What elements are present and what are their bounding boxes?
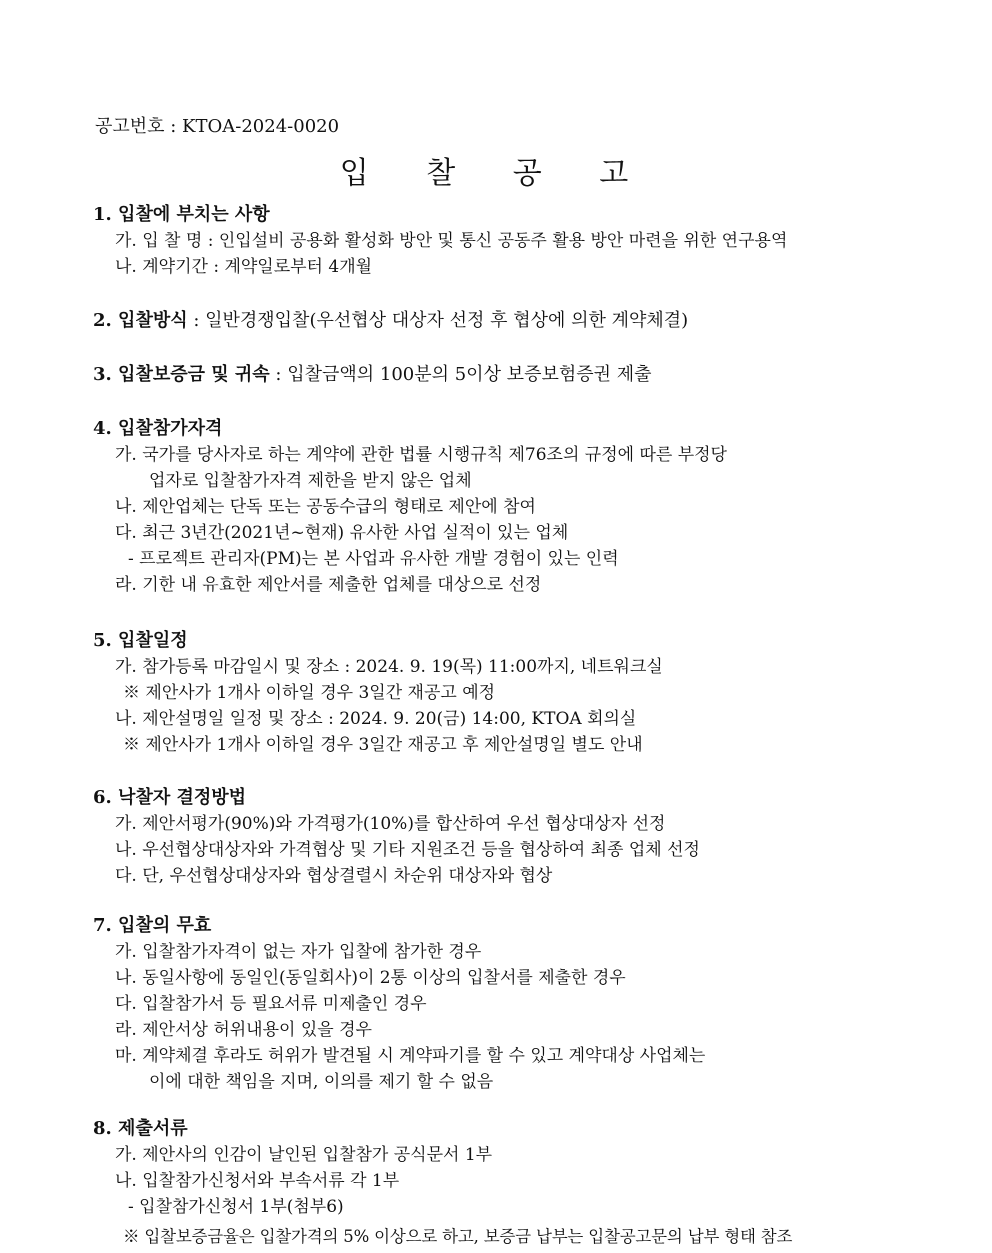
notice-number: 공고번호 : KTOA-2024-0020 [95, 116, 340, 137]
list-item: 가. 제안사의 인감이 날인된 입찰참가 공식문서 1부 [115, 1145, 493, 1165]
list-item: 마. 계약체결 후라도 허위가 발견될 시 계약파기를 할 수 있고 계약대상 사업체는 [115, 1046, 706, 1066]
sub-item: - 입찰참가신청서 1부(첨부6) [128, 1197, 344, 1217]
list-item: 나. 입찰참가신청서와 부속서류 각 1부 [115, 1171, 400, 1191]
section-bid-subject [93, 202, 905, 280]
section-required-documents [93, 1116, 905, 1250]
section-bid-method [93, 308, 905, 334]
list-item: 가. 입 찰 명 : 인입설비 공용화 활성화 방안 및 통신 공동주 활용 방안 마련을 위한 연구용역 [115, 231, 788, 251]
list-item-continuation: 이에 대한 책임을 지며, 이의를 제기 할 수 없음 [149, 1072, 494, 1092]
list-item-continuation: 업자로 입찰참가자격 제한을 받지 않은 업체 [149, 471, 472, 491]
list-item: 다. 단, 우선협상대상자와 협상결렬시 차순위 대상자와 협상 [115, 866, 553, 886]
note-item: ※ 제안사가 1개사 이하일 경우 3일간 재공고 후 제안설명일 별도 안내 [123, 735, 643, 755]
section-heading: 1. 입찰에 부치는 사항 [93, 204, 270, 225]
section-heading: 4. 입찰참가자격 [93, 418, 223, 439]
list-item: 가. 제안서평가(90%)와 가격평가(10%)를 합산하여 우선 협상대상자 선정 [115, 814, 666, 834]
list-item: 나. 우선협상대상자와 가격협상 및 기타 지원조건 등을 협상하여 최종 업체 선정 [115, 840, 700, 860]
list-item: 가. 입찰참가자격이 없는 자가 입찰에 참가한 경우 [115, 942, 482, 962]
section-bid-deposit [93, 362, 905, 388]
list-item: 라. 제안서상 허위내용이 있을 경우 [115, 1020, 372, 1040]
list-item: 나. 제안설명일 일정 및 장소 : 2024. 9. 20(금) 14:00, KTOA 회의실 [115, 709, 637, 729]
list-item: 다. 최근 3년간(2021년~현재) 유사한 사업 실적이 있는 업체 [115, 523, 569, 543]
list-item: 다. 입찰참가서 등 필요서류 미제출인 경우 [115, 994, 427, 1014]
section-heading: 7. 입찰의 무효 [93, 915, 212, 936]
section-award-method [93, 785, 905, 889]
section-heading: 8. 제출서류 [93, 1118, 188, 1139]
note-item: ※ 입찰보증금율은 입찰가격의 5% 이상으로 하고, 보증금 납부는 입찰공고문의 납부 형태 참조 [123, 1227, 793, 1246]
section-eligibility [93, 416, 905, 598]
note-item: ※ 제안사가 1개사 이하일 경우 3일간 재공고 예정 [123, 683, 496, 703]
list-item: 가. 참가등록 마감일시 및 장소 : 2024. 9. 19(목) 11:00까지, 네트워크실 [115, 657, 663, 677]
section-invalid-bids [93, 913, 905, 1095]
section-schedule [93, 628, 905, 758]
section-heading: 2. 입찰방식 [93, 310, 188, 331]
list-item: 라. 기한 내 유효한 제안서를 제출한 업체를 대상으로 선정 [115, 575, 542, 595]
section-heading: 3. 입찰보증금 및 귀속 [93, 364, 270, 385]
list-item: 나. 계약기간 : 계약일로부터 4개월 [115, 257, 373, 277]
section-heading: 5. 입찰일정 [93, 630, 188, 651]
document-title: 입 찰 공 고 [339, 156, 653, 191]
list-item: 나. 동일사항에 동일인(동일회사)이 2통 이상의 입찰서를 제출한 경우 [115, 968, 626, 988]
section-heading: 6. 낙찰자 결정방법 [93, 787, 247, 808]
list-item: 가. 국가를 당사자로 하는 계약에 관한 법률 시행규칙 제76조의 규정에 따른 부정당 [115, 445, 727, 465]
sub-item: - 프로젝트 관리자(PM)는 본 사업과 유사한 개발 경험이 있는 인력 [128, 549, 619, 569]
list-item: 나. 제안업체는 단독 또는 공동수급의 형태로 제안에 참여 [115, 497, 536, 517]
section-text: : 입찰금액의 100분의 5이상 보증보험증권 제출 [269, 364, 652, 385]
section-text: : 일반경쟁입찰(우선협상 대상자 선정 후 협상에 의한 계약체결) [187, 310, 689, 331]
